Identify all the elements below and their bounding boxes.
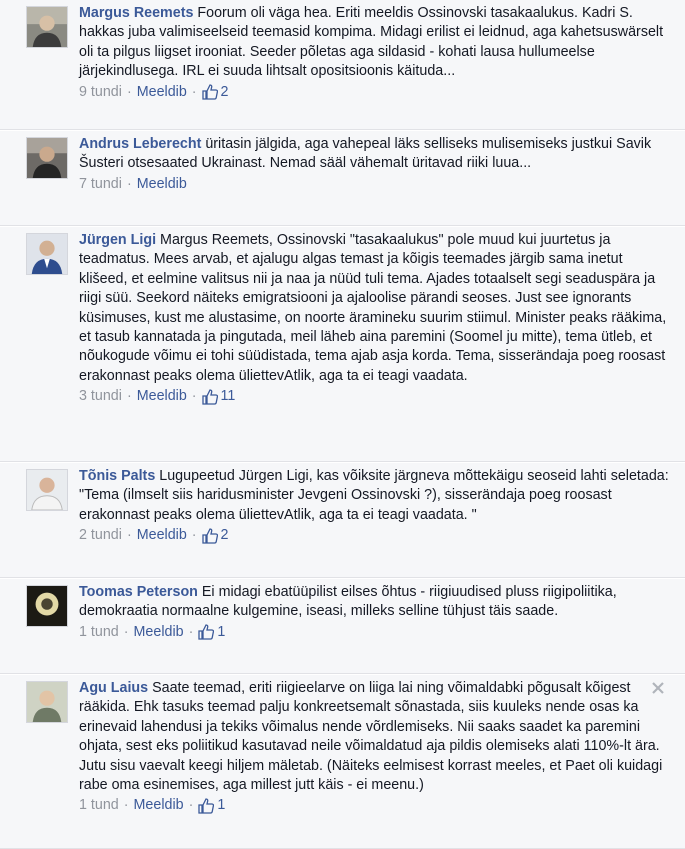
person-avatar-icon: [27, 470, 67, 510]
thumbs-up-icon: [198, 624, 214, 640]
comment-text: [79, 467, 669, 525]
separator: ·: [191, 83, 197, 100]
like-count[interactable]: [198, 623, 225, 642]
like-count-value: 11: [220, 388, 236, 405]
comment-body: Foorum oli väga hea. Eriti meeldis Ossinovski tasakaalukus. Kadri S. hakkas juba valimiseelseid teemasid kompima. Midagi erilist ei leidnud, aga kahetsuswärselt oli ta pilgus liigset irooniat. Seeder põletas aga sildasid - kohati lausa hullumeelse järjekindlusega. IRL ei suuda lihtsalt opositsioonis käituda...: [79, 5, 664, 80]
comment: [0, 463, 685, 578]
author-name[interactable]: Margus Reemets: [79, 5, 194, 21]
thumbs-up-icon: [202, 84, 218, 100]
comment-meta: [79, 83, 669, 102]
author-name[interactable]: Agu Laius: [79, 680, 149, 696]
person-avatar-icon: [27, 682, 67, 722]
comment-body: Saate teemad, eriti riigieelarve on liiga lai ning võimaldabki põgusalt kõigest rääkida. Ehk tasuks teemad palju konkreetsemalt sõnastada, siis kuuleks nende osas ka erinevaid lahendusi ja tekiks võimalus nende võrdlemiseks. Nii saaks saadet ka paremini ohjata, sest eks poliitikud kasutavad neile võimaldatud aja pildis olemiseks alati 110%-lt ära. Jutu sisu vaevalt keegi hiljem mäletab. (Näiteks eelmisest korrast meeles, et Paet oli kuidagi rabe oma esinemises, aga millest jutt käis - ei meenu.): [79, 680, 663, 794]
separator: ·: [123, 623, 129, 640]
thumbs-up-icon: [202, 528, 218, 544]
comment-text: [79, 679, 669, 795]
like-button[interactable]: Meeldib: [133, 797, 184, 814]
avatar[interactable]: [26, 137, 68, 179]
comment-body: üritasin jälgida, aga vahepeal läks selliseks mulisemiseks justkui Savik Šusteri otsesaated Ukrainast. Nemad sääl vähemalt üritavad riiki luua...: [79, 136, 652, 172]
separator: ·: [126, 175, 132, 192]
like-count-value: 1: [217, 623, 226, 640]
comment: [0, 0, 685, 130]
comment-body: Lugupeetud Jürgen Ligi, kas võiksite järgneva mõttekäigu seoseid lahti seletada: "Tema (ilmselt siis haridusminister Jevgeni Ossinovski ?), sisserändaja poeg roosast erakonnast peaks olema üliettevAtlik, aga ta ei teagi vaadata. ": [79, 468, 669, 523]
avatar[interactable]: [26, 585, 68, 627]
like-button[interactable]: Meeldib: [133, 623, 184, 640]
avatar[interactable]: [26, 6, 68, 48]
avatar[interactable]: [26, 469, 68, 511]
comment-text: [79, 135, 669, 174]
comment: [0, 579, 685, 674]
separator: ·: [126, 527, 132, 544]
author-name[interactable]: Toomas Peterson: [79, 584, 198, 600]
author-name[interactable]: Tõnis Palts: [79, 468, 156, 484]
like-button[interactable]: Meeldib: [136, 527, 187, 544]
timestamp[interactable]: 7 tundi: [79, 175, 122, 192]
like-count-value: 1: [217, 797, 226, 814]
thumbs-up-icon: [198, 798, 214, 814]
like-count[interactable]: [198, 796, 225, 815]
separator: ·: [191, 388, 197, 405]
comment-text: [79, 231, 669, 386]
like-button[interactable]: Meeldib: [136, 83, 187, 100]
comment-text: [79, 4, 669, 82]
timestamp[interactable]: 9 tundi: [79, 83, 122, 100]
like-count[interactable]: [202, 526, 229, 545]
author-name[interactable]: Andrus Leberecht: [79, 136, 202, 152]
like-count-value: 2: [220, 527, 229, 544]
thumbs-up-icon: [202, 389, 218, 405]
comment-text: [79, 583, 669, 622]
timestamp[interactable]: 2 tundi: [79, 527, 122, 544]
author-name[interactable]: Jürgen Ligi: [79, 232, 157, 248]
comment: [0, 675, 685, 849]
avatar[interactable]: [26, 233, 68, 275]
comment-meta: [79, 796, 669, 815]
like-count-value: 2: [220, 83, 229, 100]
person-avatar-icon: [27, 234, 67, 274]
like-button[interactable]: Meeldib: [136, 388, 187, 405]
comment-meta: [79, 623, 669, 642]
comment: [0, 131, 685, 226]
comment-body: Margus Reemets, Ossinovski "tasakaalukus" pole muud kui juurtetus ja teadmatus. Mees arvab, et ajalugu algas temast ja kõigis teemades järgib sama inetut klišeed, et eelmine valitsus nii ja naa ja nüüd tuli tema. Ajades totaalselt segi seaduspära ja riigi süü. Seekord näiteks emigratsiooni ja ajaloolise pärandi seoses. Just see ignorants küsimuses, kust me alustasime, on noorte äramineku suurim stiimul. Minister peaks rääkima, et tasub kannatada ja pingutada, meil läheb aina paremini (Soomel ju mitte), tema ütleb, et nõukogude võimu ei tohi süüdistada, tema ajab asja korda. Tema, sisserändaja poeg roosast erakonnast peaks olema üliettevAtlik, aga ta ei teagi vaadata.: [79, 232, 667, 384]
avatar[interactable]: [26, 681, 68, 723]
separator: ·: [191, 527, 197, 544]
person-avatar-icon: [27, 7, 67, 47]
comment-meta: [79, 175, 669, 194]
separator: ·: [126, 83, 132, 100]
like-count[interactable]: [202, 387, 236, 406]
comment: [0, 227, 685, 462]
separator: ·: [188, 623, 194, 640]
timestamp[interactable]: 3 tundi: [79, 388, 122, 405]
timestamp[interactable]: 1 tund: [79, 797, 119, 814]
person-avatar-icon: [27, 138, 67, 178]
like-count[interactable]: [202, 83, 229, 102]
separator: ·: [123, 797, 129, 814]
comment-meta: [79, 387, 669, 406]
person-avatar-icon: [27, 586, 67, 626]
comment-body: Ei midagi ebatüüpilist eilses õhtus - riigiuudised pluss riigipoliitika, demokraatia normaalne kulgemine, iseasi, milleks selline tühjust täis saade.: [79, 584, 617, 620]
separator: ·: [126, 388, 132, 405]
like-button[interactable]: Meeldib: [136, 175, 187, 192]
separator: ·: [188, 797, 194, 814]
comment-meta: [79, 526, 669, 545]
timestamp[interactable]: 1 tund: [79, 623, 119, 640]
